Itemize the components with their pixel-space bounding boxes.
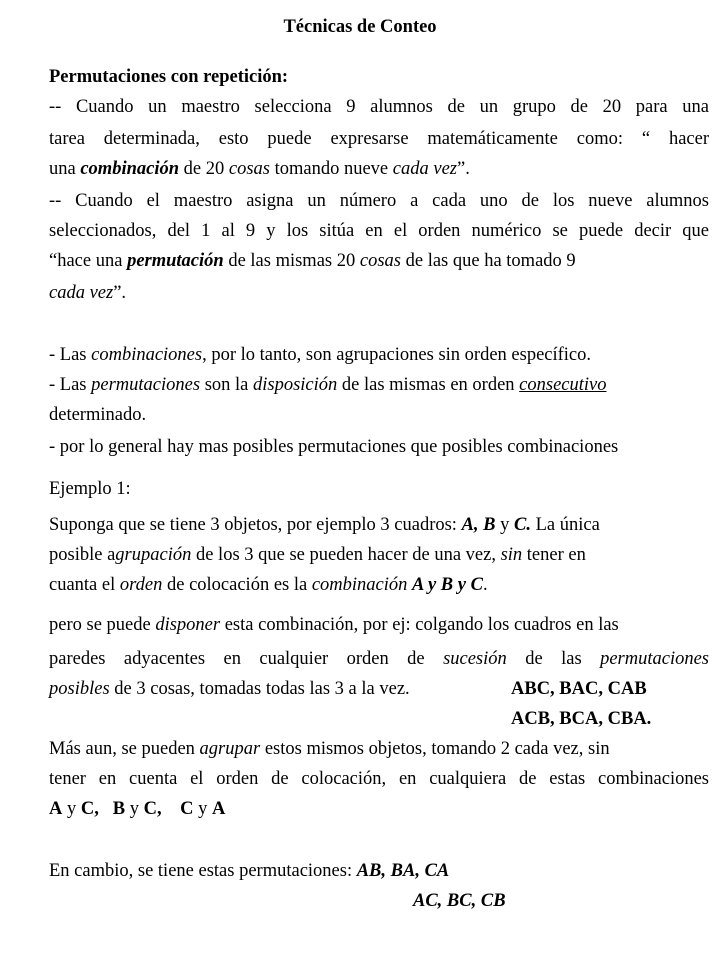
- note-combinaciones: - Las combinaciones, por lo tanto, son agrupaciones sin orden específico.: [49, 345, 592, 365]
- example-line-7: Más aun, se pueden agrupar estos mismos objetos, tomando 2 cada vez, sin: [49, 739, 610, 759]
- page-title: Técnicas de Conteo: [283, 17, 437, 37]
- permutation-pairs-line-1: En cambio, se tiene estas permutaciones: AB, BA, CA: [49, 861, 450, 881]
- paragraph-1-line-3: una combinación de 20 cosas tomando nueve cada vez”.: [49, 159, 470, 179]
- combination-pairs: A y C, B y C, C y A: [49, 799, 226, 819]
- note-general: - por lo general hay mas posibles permutaciones que posibles combinaciones: [49, 437, 619, 457]
- note-permutaciones: - Las permutaciones son la disposición de las mismas en orden consecutivo: [49, 375, 607, 395]
- example-line-4: pero se puede disponer esta combinación, por ej: colgando los cuadros en las: [49, 615, 619, 635]
- example-line-8: tener en cuenta el orden de colocación, en cualquiera de estas combinaciones: [49, 769, 709, 789]
- section-heading: Permutaciones con repetición:: [49, 67, 289, 87]
- example-line-1: Suponga que se tiene 3 objetos, por ejemplo 3 cuadros: A, B y C. La única: [49, 515, 600, 535]
- paragraph-2-line-3: “hace una permutación de las mismas 20 cosas de las que ha tomado 9: [49, 251, 576, 271]
- paragraph-1-line-1: -- Cuando un maestro selecciona 9 alumnos de un grupo de 20 para una: [49, 97, 709, 117]
- permutation-list-1: ABC, BAC, CAB: [511, 679, 647, 699]
- example-line-6: posibles de 3 cosas, tomadas todas las 3 a la vez.: [49, 679, 410, 699]
- paragraph-2-line-2: seleccionados, del 1 al 9 y los sitúa en el orden numérico se puede decir que: [49, 221, 709, 241]
- permutation-pairs-line-2: AC, BC, CB: [413, 891, 506, 911]
- permutation-list-2: ACB, BCA, CBA.: [511, 709, 652, 729]
- paragraph-1-line-2: tarea determinada, esto puede expresarse matemáticamente como: “ hacer: [49, 129, 709, 149]
- note-permutaciones-continued: determinado.: [49, 405, 147, 425]
- example-line-3: cuanta el orden de colocación es la combinación A y B y C.: [49, 575, 488, 595]
- example-line-5: paredes adyacentes en cualquier orden de sucesión de las permutaciones: [49, 649, 710, 669]
- example-label: Ejemplo 1:: [49, 479, 131, 499]
- paragraph-2-line-1: -- Cuando el maestro asigna un número a cada uno de los nueve alumnos: [49, 191, 709, 211]
- paragraph-2-line-4: cada vez”.: [49, 283, 127, 303]
- example-line-2: posible agrupación de los 3 que se pueden hacer de una vez, sin tener en: [49, 545, 586, 565]
